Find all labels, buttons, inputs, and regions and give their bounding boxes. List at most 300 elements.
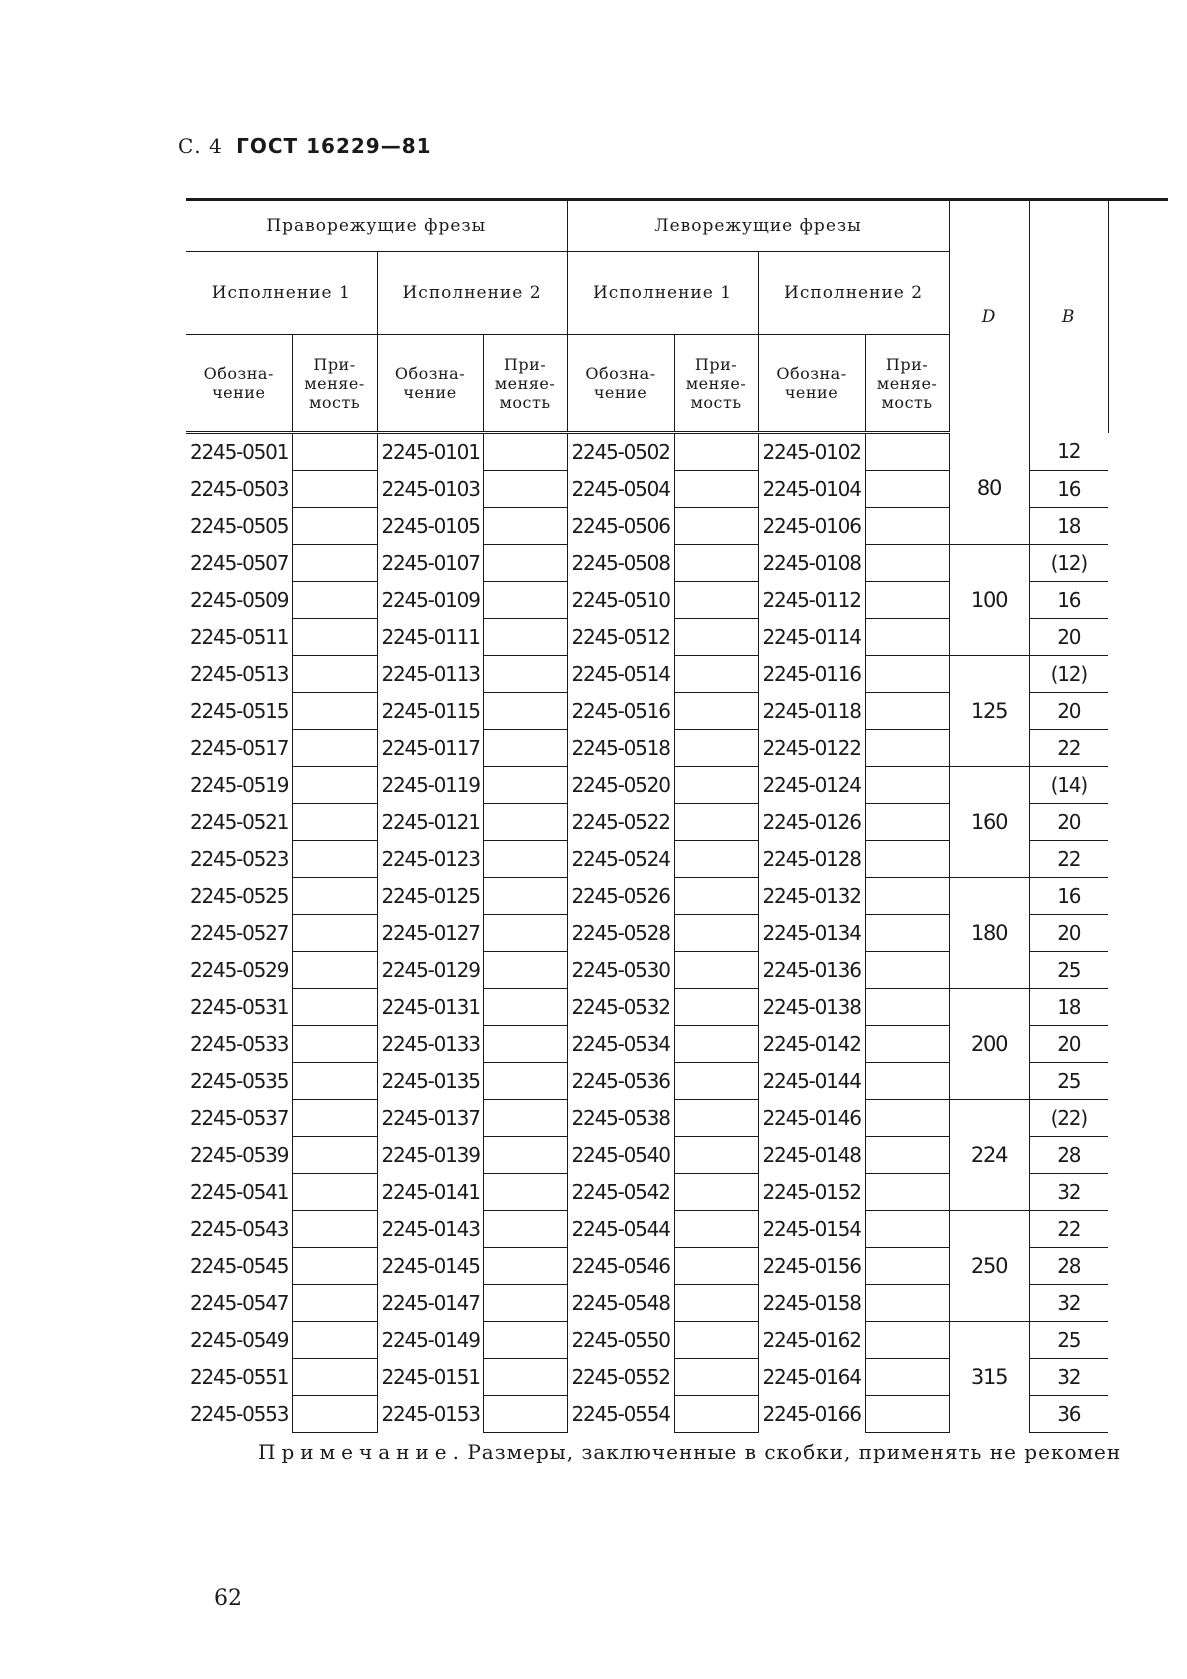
- applicability-cell: [483, 730, 567, 767]
- designation-cell: 2245-0509: [186, 582, 292, 619]
- blank-cell: [1108, 582, 1168, 619]
- applicability-cell: [483, 1211, 567, 1248]
- width-cell: 18: [1029, 989, 1108, 1026]
- applicability-cell: [483, 471, 567, 508]
- designation-cell: 2245-0535: [186, 1063, 292, 1100]
- diameter-cell: 200: [949, 989, 1029, 1100]
- applicability-header: При- меняе- мость: [674, 335, 758, 433]
- designation-cell: 2245-0502: [567, 433, 674, 471]
- applicability-cell: [865, 841, 949, 878]
- designation-cell: 2245-0139: [377, 1137, 483, 1174]
- applicability-cell: [674, 1137, 758, 1174]
- col-B-header: B: [1029, 200, 1108, 433]
- blank-cell: [1108, 730, 1168, 767]
- diameter-cell: 180: [949, 878, 1029, 989]
- applicability-cell: [674, 1026, 758, 1063]
- table-row: [186, 989, 1168, 1026]
- designation-cell: 2245-0530: [567, 952, 674, 989]
- designation-cell: 2245-0121: [377, 804, 483, 841]
- blank-cell: [1108, 1359, 1168, 1396]
- applicability-cell: [483, 952, 567, 989]
- applicability-cell: [483, 1248, 567, 1285]
- designation-cell: 2245-0108: [758, 545, 865, 582]
- designation-cell: 2245-0506: [567, 508, 674, 545]
- table-row: [186, 545, 1168, 582]
- blank-cell: [1108, 1322, 1168, 1359]
- designation-cell: 2245-0523: [186, 841, 292, 878]
- applicability-cell: [865, 915, 949, 952]
- applicability-cell: [674, 1100, 758, 1137]
- standard-code: ГОСТ 16229—81: [236, 134, 432, 158]
- applicability-cell: [292, 433, 377, 471]
- applicability-cell: [865, 1063, 949, 1100]
- applicability-cell: [865, 1396, 949, 1433]
- applicability-cell: [292, 767, 377, 804]
- designation-cell: 2245-0129: [377, 952, 483, 989]
- diameter-cell: 224: [949, 1100, 1029, 1211]
- applicability-cell: [865, 767, 949, 804]
- applicability-cell: [292, 952, 377, 989]
- designation-cell: 2245-0164: [758, 1359, 865, 1396]
- diameter-cell: 125: [949, 656, 1029, 767]
- applicability-header: При- меняе- мость: [483, 335, 567, 433]
- designation-cell: 2245-0112: [758, 582, 865, 619]
- designation-cell: 2245-0537: [186, 1100, 292, 1137]
- applicability-cell: [674, 545, 758, 582]
- table-note: [258, 1440, 1121, 1464]
- designation-cell: 2245-0512: [567, 619, 674, 656]
- designation-cell: 2245-0135: [377, 1063, 483, 1100]
- designation-cell: 2245-0541: [186, 1174, 292, 1211]
- blank-cell: [1108, 878, 1168, 915]
- applicability-cell: [292, 1211, 377, 1248]
- blank-cell: [1108, 471, 1168, 508]
- designation-cell: 2245-0145: [377, 1248, 483, 1285]
- designation-cell: 2245-0144: [758, 1063, 865, 1100]
- applicability-cell: [292, 1248, 377, 1285]
- applicability-header: При- меняе- мость: [292, 335, 377, 433]
- blank-cell: [1108, 693, 1168, 730]
- applicability-cell: [292, 841, 377, 878]
- applicability-cell: [865, 1359, 949, 1396]
- applicability-cell: [674, 804, 758, 841]
- applicability-cell: [865, 508, 949, 545]
- designation-cell: 2245-0514: [567, 656, 674, 693]
- diameter-cell: 100: [949, 545, 1029, 656]
- blank-cell: [1108, 767, 1168, 804]
- applicability-cell: [483, 1359, 567, 1396]
- applicability-cell: [865, 1248, 949, 1285]
- designation-cell: 2245-0124: [758, 767, 865, 804]
- applicability-cell: [292, 471, 377, 508]
- designation-cell: 2245-0536: [567, 1063, 674, 1100]
- applicability-cell: [483, 1063, 567, 1100]
- applicability-cell: [292, 619, 377, 656]
- applicability-cell: [865, 619, 949, 656]
- designation-cell: 2245-0115: [377, 693, 483, 730]
- width-cell: 32: [1029, 1174, 1108, 1211]
- blank-cell: [1108, 952, 1168, 989]
- designation-header: Обозна- чение: [758, 335, 865, 433]
- blank-cell: [1108, 1137, 1168, 1174]
- applicability-cell: [483, 804, 567, 841]
- blank-cell: [1108, 1211, 1168, 1248]
- applicability-cell: [483, 1322, 567, 1359]
- right-ex2-header: Исполнение 2: [377, 252, 567, 335]
- diameter-cell: 80: [949, 433, 1029, 545]
- applicability-cell: [292, 1063, 377, 1100]
- designation-cell: 2245-0532: [567, 989, 674, 1026]
- designation-cell: 2245-0552: [567, 1359, 674, 1396]
- width-cell: (14): [1029, 767, 1108, 804]
- designation-cell: 2245-0548: [567, 1285, 674, 1322]
- width-cell: 12: [1029, 433, 1108, 471]
- designation-cell: 2245-0522: [567, 804, 674, 841]
- group-right-cutters: Праворежущие фрезы: [186, 200, 567, 252]
- designation-cell: 2245-0138: [758, 989, 865, 1026]
- blank-cell: [1108, 1063, 1168, 1100]
- designation-cell: 2245-0539: [186, 1137, 292, 1174]
- applicability-cell: [865, 989, 949, 1026]
- designation-cell: 2245-0118: [758, 693, 865, 730]
- designation-cell: 2245-0126: [758, 804, 865, 841]
- diameter-cell: 250: [949, 1211, 1029, 1322]
- designation-cell: 2245-0105: [377, 508, 483, 545]
- width-cell: 20: [1029, 804, 1108, 841]
- col-D-header: D: [949, 200, 1029, 433]
- applicability-cell: [674, 730, 758, 767]
- designation-cell: 2245-0538: [567, 1100, 674, 1137]
- designation-cell: 2245-0534: [567, 1026, 674, 1063]
- applicability-cell: [292, 1285, 377, 1322]
- width-cell: 32: [1029, 1359, 1108, 1396]
- applicability-cell: [292, 582, 377, 619]
- designation-cell: 2245-0503: [186, 471, 292, 508]
- width-cell: 32: [1029, 1285, 1108, 1322]
- designation-cell: 2245-0513: [186, 656, 292, 693]
- width-cell: 25: [1029, 952, 1108, 989]
- designation-cell: 2245-0518: [567, 730, 674, 767]
- applicability-cell: [483, 693, 567, 730]
- table-row: [186, 1211, 1168, 1248]
- designation-cell: 2245-0127: [377, 915, 483, 952]
- applicability-cell: [865, 1137, 949, 1174]
- applicability-cell: [674, 878, 758, 915]
- applicability-cell: [674, 1396, 758, 1433]
- blank-cell: [1108, 1026, 1168, 1063]
- designation-cell: 2245-0519: [186, 767, 292, 804]
- designation-cell: 2245-0113: [377, 656, 483, 693]
- designation-cell: 2245-0158: [758, 1285, 865, 1322]
- width-cell: 16: [1029, 471, 1108, 508]
- designation-cell: 2245-0153: [377, 1396, 483, 1433]
- applicability-cell: [674, 767, 758, 804]
- width-cell: 25: [1029, 1322, 1108, 1359]
- applicability-cell: [483, 1285, 567, 1322]
- right-ex1-header: Исполнение 1: [186, 252, 377, 335]
- applicability-cell: [483, 1396, 567, 1433]
- designation-header: Обозна- чение: [377, 335, 483, 433]
- applicability-cell: [674, 471, 758, 508]
- applicability-cell: [674, 1359, 758, 1396]
- designation-cell: 2245-0524: [567, 841, 674, 878]
- designation-cell: 2245-0531: [186, 989, 292, 1026]
- left-ex1-header: Исполнение 1: [567, 252, 758, 335]
- designation-cell: 2245-0101: [377, 433, 483, 471]
- width-cell: (12): [1029, 545, 1108, 582]
- designation-cell: 2245-0111: [377, 619, 483, 656]
- applicability-cell: [865, 804, 949, 841]
- applicability-cell: [292, 545, 377, 582]
- designation-cell: 2245-0529: [186, 952, 292, 989]
- blank-cell: [1108, 804, 1168, 841]
- table-row: [186, 433, 1168, 471]
- blank-cell: [1108, 1396, 1168, 1433]
- applicability-cell: [674, 952, 758, 989]
- applicability-cell: [483, 841, 567, 878]
- left-ex2-header: Исполнение 2: [758, 252, 949, 335]
- blank-cell: [1108, 656, 1168, 693]
- designation-cell: 2245-0528: [567, 915, 674, 952]
- applicability-cell: [865, 1285, 949, 1322]
- applicability-cell: [292, 693, 377, 730]
- designation-cell: 2245-0162: [758, 1322, 865, 1359]
- note-text: . Размеры, заключенные в скобки, применять не рекомен: [452, 1440, 1122, 1464]
- applicability-cell: [865, 878, 949, 915]
- applicability-cell: [292, 1396, 377, 1433]
- applicability-cell: [674, 841, 758, 878]
- designation-header: Обозна- чение: [186, 335, 292, 433]
- applicability-cell: [292, 1359, 377, 1396]
- table-row: [186, 1100, 1168, 1137]
- applicability-cell: [865, 1100, 949, 1137]
- applicability-cell: [483, 619, 567, 656]
- page-header: [178, 134, 432, 158]
- blank-cell: [1108, 841, 1168, 878]
- designation-cell: 2245-0516: [567, 693, 674, 730]
- designation-cell: 2245-0114: [758, 619, 865, 656]
- applicability-cell: [483, 545, 567, 582]
- designation-cell: 2245-0501: [186, 433, 292, 471]
- applicability-cell: [674, 1211, 758, 1248]
- designation-cell: 2245-0137: [377, 1100, 483, 1137]
- applicability-cell: [674, 1248, 758, 1285]
- designation-cell: 2245-0104: [758, 471, 865, 508]
- applicability-cell: [865, 952, 949, 989]
- page-label: С. 4: [178, 134, 223, 158]
- applicability-cell: [483, 915, 567, 952]
- designation-cell: 2245-0511: [186, 619, 292, 656]
- width-cell: (22): [1029, 1100, 1108, 1137]
- designation-cell: 2245-0156: [758, 1248, 865, 1285]
- designation-cell: 2245-0103: [377, 471, 483, 508]
- width-cell: 20: [1029, 1026, 1108, 1063]
- col-blank-header: [1108, 200, 1168, 433]
- blank-cell: [1108, 433, 1168, 471]
- designation-cell: 2245-0550: [567, 1322, 674, 1359]
- table-row: [186, 878, 1168, 915]
- designation-cell: 2245-0133: [377, 1026, 483, 1063]
- designation-cell: 2245-0527: [186, 915, 292, 952]
- designation-cell: 2245-0547: [186, 1285, 292, 1322]
- applicability-cell: [674, 915, 758, 952]
- width-cell: 28: [1029, 1137, 1108, 1174]
- applicability-cell: [292, 804, 377, 841]
- applicability-header: При- меняе- мость: [865, 335, 949, 433]
- designation-cell: 2245-0540: [567, 1137, 674, 1174]
- applicability-cell: [674, 1063, 758, 1100]
- designation-cell: 2245-0542: [567, 1174, 674, 1211]
- applicability-cell: [292, 1174, 377, 1211]
- applicability-cell: [292, 508, 377, 545]
- applicability-cell: [292, 878, 377, 915]
- diameter-cell: 315: [949, 1322, 1029, 1433]
- designation-cell: 2245-0149: [377, 1322, 483, 1359]
- designation-cell: 2245-0520: [567, 767, 674, 804]
- table-row: [186, 656, 1168, 693]
- designation-cell: 2245-0146: [758, 1100, 865, 1137]
- width-cell: 20: [1029, 915, 1108, 952]
- width-cell: 22: [1029, 1211, 1108, 1248]
- applicability-cell: [483, 767, 567, 804]
- designation-cell: 2245-0533: [186, 1026, 292, 1063]
- group-left-cutters: Леворежущие фрезы: [567, 200, 949, 252]
- width-cell: 28: [1029, 1248, 1108, 1285]
- blank-cell: [1108, 1174, 1168, 1211]
- designation-cell: 2245-0554: [567, 1396, 674, 1433]
- designation-cell: 2245-0109: [377, 582, 483, 619]
- applicability-cell: [483, 1100, 567, 1137]
- width-cell: 18: [1029, 508, 1108, 545]
- note-label: Примечание: [258, 1440, 453, 1464]
- designation-cell: 2245-0148: [758, 1137, 865, 1174]
- blank-cell: [1108, 545, 1168, 582]
- applicability-cell: [483, 878, 567, 915]
- designation-cell: 2245-0134: [758, 915, 865, 952]
- designation-cell: 2245-0166: [758, 1396, 865, 1433]
- applicability-cell: [674, 1322, 758, 1359]
- applicability-cell: [865, 1174, 949, 1211]
- designation-cell: 2245-0102: [758, 433, 865, 471]
- table-row: [186, 1322, 1168, 1359]
- cutters-table: [186, 198, 1168, 1433]
- blank-cell: [1108, 1285, 1168, 1322]
- applicability-cell: [292, 1137, 377, 1174]
- width-cell: 16: [1029, 878, 1108, 915]
- designation-cell: 2245-0142: [758, 1026, 865, 1063]
- applicability-cell: [674, 433, 758, 471]
- applicability-cell: [483, 1137, 567, 1174]
- designation-cell: 2245-0119: [377, 767, 483, 804]
- applicability-cell: [674, 619, 758, 656]
- designation-cell: 2245-0141: [377, 1174, 483, 1211]
- designation-cell: 2245-0521: [186, 804, 292, 841]
- applicability-cell: [483, 582, 567, 619]
- designation-cell: 2245-0143: [377, 1211, 483, 1248]
- designation-cell: 2245-0128: [758, 841, 865, 878]
- designation-cell: 2245-0553: [186, 1396, 292, 1433]
- designation-cell: 2245-0551: [186, 1359, 292, 1396]
- applicability-cell: [865, 471, 949, 508]
- designation-cell: 2245-0544: [567, 1211, 674, 1248]
- designation-cell: 2245-0122: [758, 730, 865, 767]
- designation-cell: 2245-0510: [567, 582, 674, 619]
- designation-cell: 2245-0549: [186, 1322, 292, 1359]
- applicability-cell: [674, 656, 758, 693]
- applicability-cell: [865, 545, 949, 582]
- designation-cell: 2245-0525: [186, 878, 292, 915]
- width-cell: 20: [1029, 619, 1108, 656]
- designation-cell: 2245-0132: [758, 878, 865, 915]
- width-cell: (12): [1029, 656, 1108, 693]
- width-cell: 25: [1029, 1063, 1108, 1100]
- table-row: [186, 767, 1168, 804]
- width-cell: 36: [1029, 1396, 1108, 1433]
- applicability-cell: [483, 1174, 567, 1211]
- designation-cell: 2245-0508: [567, 545, 674, 582]
- blank-cell: [1108, 1248, 1168, 1285]
- applicability-cell: [483, 989, 567, 1026]
- designation-cell: 2245-0123: [377, 841, 483, 878]
- applicability-cell: [483, 508, 567, 545]
- designation-cell: 2245-0154: [758, 1211, 865, 1248]
- applicability-cell: [674, 508, 758, 545]
- applicability-cell: [865, 693, 949, 730]
- designation-cell: 2245-0515: [186, 693, 292, 730]
- page-number: 62: [214, 1586, 242, 1611]
- applicability-cell: [865, 433, 949, 471]
- width-cell: 20: [1029, 693, 1108, 730]
- applicability-cell: [674, 693, 758, 730]
- applicability-cell: [865, 1211, 949, 1248]
- designation-cell: 2245-0507: [186, 545, 292, 582]
- applicability-cell: [292, 656, 377, 693]
- designation-cell: 2245-0117: [377, 730, 483, 767]
- designation-cell: 2245-0151: [377, 1359, 483, 1396]
- applicability-cell: [674, 1174, 758, 1211]
- designation-cell: 2245-0107: [377, 545, 483, 582]
- designation-cell: 2245-0116: [758, 656, 865, 693]
- diameter-cell: 160: [949, 767, 1029, 878]
- designation-cell: 2245-0526: [567, 878, 674, 915]
- width-cell: 22: [1029, 841, 1108, 878]
- applicability-cell: [865, 582, 949, 619]
- applicability-cell: [292, 1026, 377, 1063]
- applicability-cell: [865, 656, 949, 693]
- designation-cell: 2245-0517: [186, 730, 292, 767]
- width-cell: 22: [1029, 730, 1108, 767]
- designation-cell: 2245-0152: [758, 1174, 865, 1211]
- applicability-cell: [292, 915, 377, 952]
- applicability-cell: [483, 656, 567, 693]
- blank-cell: [1108, 989, 1168, 1026]
- blank-cell: [1108, 915, 1168, 952]
- designation-cell: 2245-0543: [186, 1211, 292, 1248]
- designation-cell: 2245-0125: [377, 878, 483, 915]
- applicability-cell: [674, 989, 758, 1026]
- blank-cell: [1108, 619, 1168, 656]
- designation-header: Обозна- чение: [567, 335, 674, 433]
- applicability-cell: [674, 1285, 758, 1322]
- table-body: [186, 433, 1168, 1433]
- designation-cell: 2245-0131: [377, 989, 483, 1026]
- designation-cell: 2245-0545: [186, 1248, 292, 1285]
- blank-cell: [1108, 1100, 1168, 1137]
- applicability-cell: [674, 582, 758, 619]
- designation-cell: 2245-0546: [567, 1248, 674, 1285]
- applicability-cell: [483, 1026, 567, 1063]
- designation-cell: 2245-0147: [377, 1285, 483, 1322]
